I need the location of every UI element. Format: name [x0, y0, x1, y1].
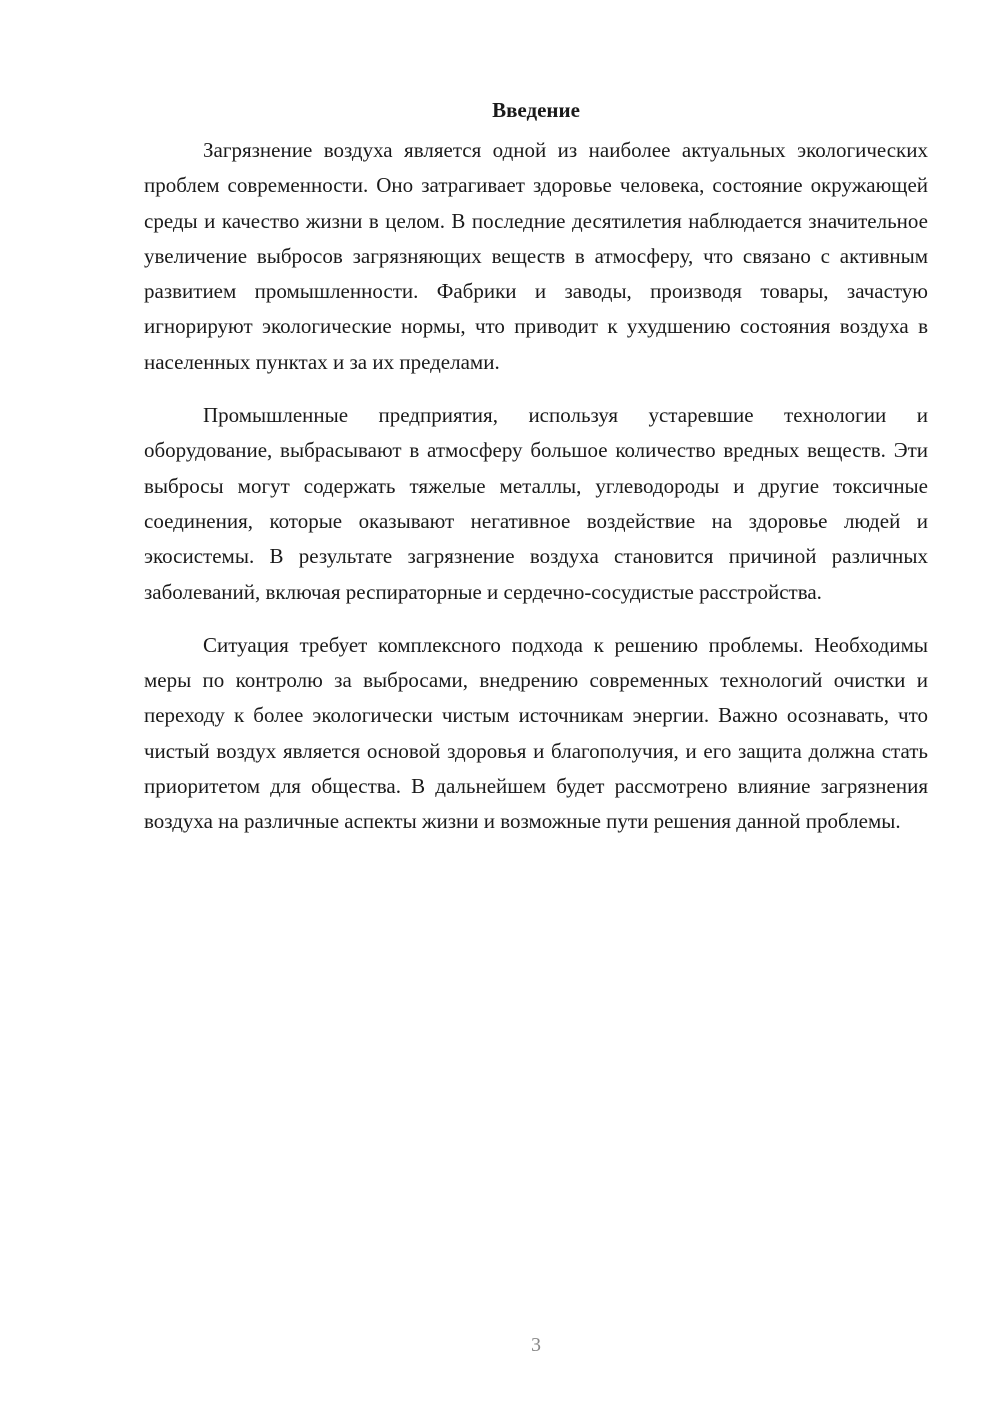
paragraph-3: Ситуация требует комплексного подхода к решению проблемы. Необходимы меры по контролю за выбросами, внедрению современных технологий очистки и переходу к более экологически чистым источникам энергии. Важно осознавать, что чистый воздух является основой здоровья и благополучия, и его защита должна стать приоритетом для общества. В дальнейшем будет рассмотрено влияние загрязнения воздуха на различные аспекты жизни и возможные пути решения данной проблемы.: [144, 632, 928, 834]
paragraph-2: Промышленные предприятия, используя устаревшие технологии и оборудование, выбрасывают в атмосферу большое количество вредных веществ. Эти выбросы могут содержать тяжелые металлы, углеводороды и другие токсичные соединения, которые оказывают негативное воздействие на здоровье людей и экосистемы. В результате загрязнение воздуха становится причиной различных заболеваний, включая респираторные и сердечно-сосудистые расстройства.: [144, 403, 928, 604]
paragraph-1: Загрязнение воздуха является одной из наиболее актуальных экологических проблем современности. Оно затрагивает здоровье человека, состояние окружающей среды и качество жизни в целом. В последние десятилетия наблюдается значительное увеличение выбросов загрязняющих веществ в атмосферу, что связано с активным развитием промышленности. Фабрики и заводы, производя товары, зачастую игнорируют экологические нормы, что приводит к ухудшению состояния воздуха в населенных пунктах и за их пределами.: [144, 138, 928, 374]
section-title: Введение: [492, 98, 580, 122]
document-page: [144, 92, 928, 858]
page-number: 3: [531, 1334, 541, 1356]
